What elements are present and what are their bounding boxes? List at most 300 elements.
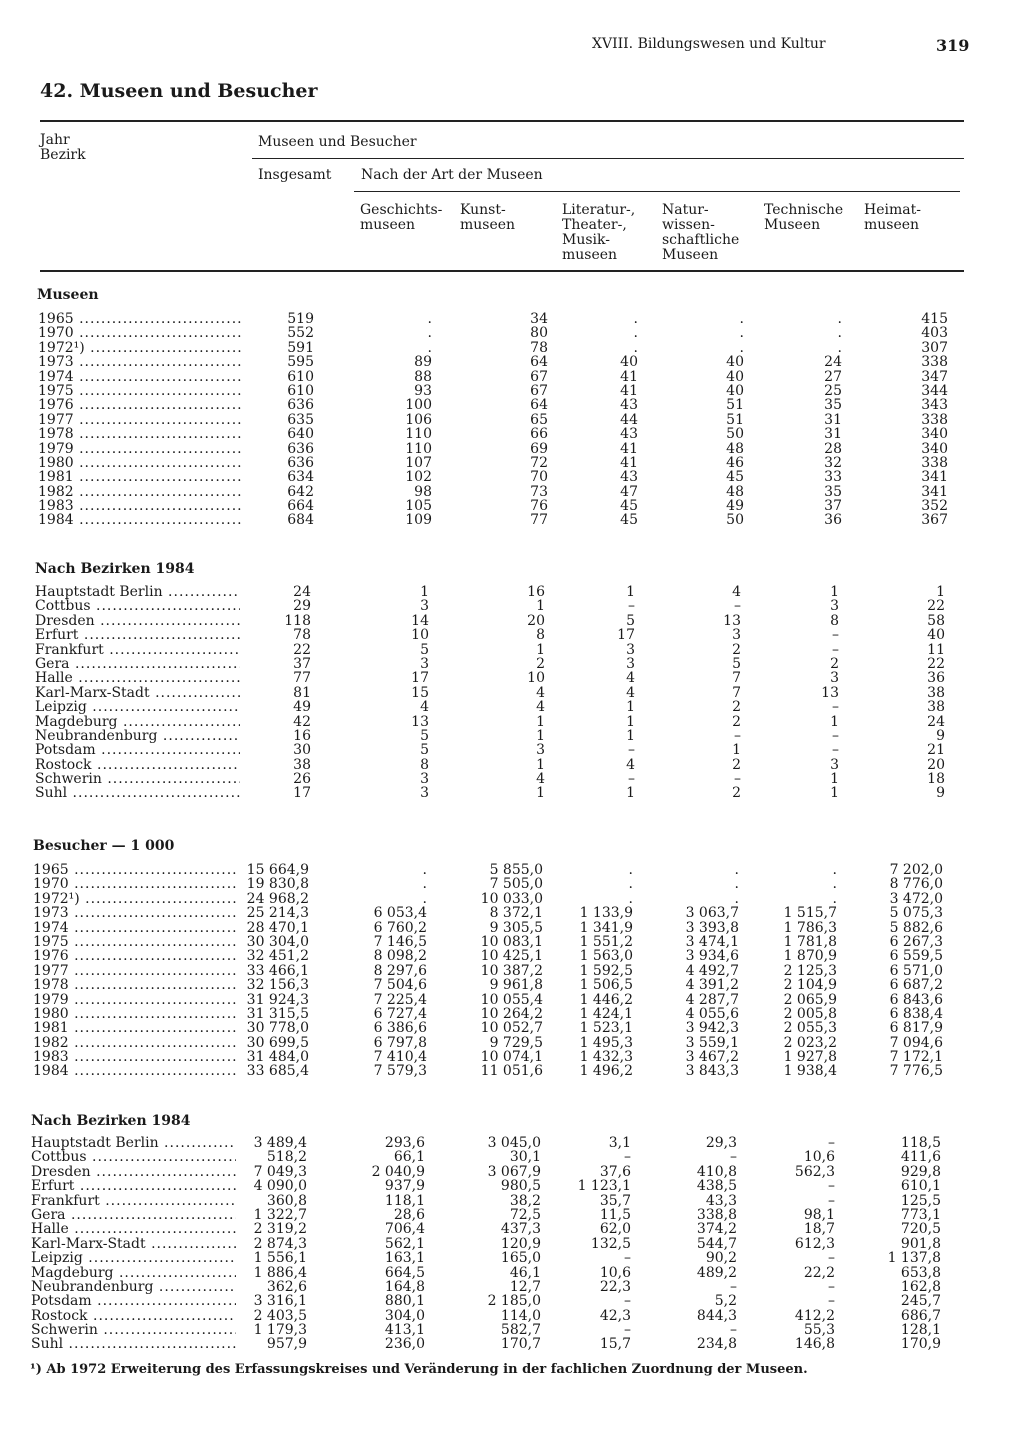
- table-cell: 664,5: [384, 1264, 425, 1281]
- table-cell: 67: [530, 382, 548, 399]
- row-label: Schwerin .....: [31, 1323, 236, 1337]
- table-cell: 1: [830, 771, 839, 788]
- row-label: 1973 .....: [33, 906, 238, 920]
- table-row: [31, 1135, 941, 1151]
- table-row: [38, 339, 948, 356]
- table-cell: 10 264,2: [480, 1005, 543, 1022]
- table-cell: 610: [287, 368, 314, 385]
- table-cell: 2 874,3: [253, 1235, 307, 1252]
- table-cell: 415: [921, 311, 948, 327]
- table-cell: 90,2: [705, 1250, 737, 1267]
- table-cell: 22,3: [599, 1278, 631, 1295]
- table-cell: 7 504,6: [373, 977, 427, 994]
- table-cell: 1: [626, 713, 635, 730]
- table-row: [35, 655, 945, 672]
- table-cell: 118: [284, 612, 311, 629]
- table-cell: 4: [420, 699, 429, 716]
- table-cell: .: [837, 325, 842, 342]
- table-cell: 6 559,5: [889, 948, 943, 965]
- table-cell: 8 098,2: [373, 948, 427, 965]
- table-cell: .: [633, 325, 638, 342]
- table-cell: 31 315,5: [246, 1005, 309, 1022]
- table-row: [38, 454, 948, 471]
- header-bottom-rule: [40, 270, 964, 272]
- table-cell: 7 172,1: [889, 1049, 943, 1066]
- table-cell: 4: [732, 584, 741, 600]
- table-row: [31, 1149, 941, 1166]
- table-row: [31, 1192, 941, 1209]
- table-cell: 7 202,0: [889, 862, 943, 878]
- table-row: [33, 876, 943, 893]
- table-cell: 72,5: [509, 1206, 541, 1223]
- table-cell: 10: [527, 670, 545, 687]
- table-cell: 163,1: [384, 1250, 425, 1267]
- table-cell: 164,8: [384, 1278, 425, 1295]
- table-cell: 40: [726, 368, 744, 385]
- table-cell: 31 484,0: [246, 1049, 309, 1066]
- table-cell: 33 685,4: [246, 1063, 309, 1080]
- table-cell: 25: [824, 382, 842, 399]
- table-cell: 1 592,5: [579, 962, 633, 979]
- table-cell: 343: [921, 397, 948, 414]
- table-cell: 10 425,1: [480, 948, 543, 965]
- table-cell: 3: [830, 670, 839, 687]
- table-cell: 37,6: [599, 1163, 631, 1180]
- stub-header-year: Jahr: [40, 132, 70, 148]
- table-cell: 49: [293, 699, 311, 716]
- table-cell: 640: [287, 426, 314, 443]
- table-cell: 438,5: [696, 1178, 737, 1195]
- table-cell: 7 146,5: [373, 933, 427, 950]
- top-rule: [40, 120, 964, 122]
- row-label: 1965 .....: [33, 863, 238, 877]
- type-header-local: Heimat- museen: [864, 202, 921, 233]
- type-header-history: Geschichts- museen: [360, 202, 443, 233]
- row-label: Halle .....: [31, 1222, 236, 1236]
- table-cell: .: [422, 890, 427, 907]
- table-cell: 1 938,4: [783, 1063, 837, 1080]
- table-cell: 8: [420, 756, 429, 773]
- table-cell: 437,3: [500, 1221, 541, 1238]
- table-cell: 3: [420, 598, 429, 615]
- table-cell: 411,6: [900, 1149, 941, 1166]
- table-cell: 43: [620, 397, 638, 414]
- table-cell: 3 843,3: [685, 1063, 739, 1080]
- table-cell: 980,5: [500, 1178, 541, 1195]
- table-cell: 8 372,1: [489, 905, 543, 922]
- table-cell: 44: [620, 411, 638, 428]
- table-cell: 1 424,1: [579, 1005, 633, 1022]
- table-cell: 3 063,7: [685, 905, 739, 922]
- table-cell: 3: [830, 598, 839, 615]
- table-row: [35, 756, 945, 773]
- table-cell: 3 559,1: [685, 1034, 739, 1051]
- table-cell: .: [832, 876, 837, 893]
- table-cell: –: [730, 1149, 737, 1166]
- table-cell: –: [624, 1250, 631, 1267]
- table-cell: 5: [420, 727, 429, 744]
- table-cell: 582,7: [500, 1322, 541, 1339]
- table-cell: 664: [287, 498, 314, 515]
- table-cell: 2: [732, 713, 741, 730]
- table-cell: 2 125,3: [783, 962, 837, 979]
- table-cell: 957,9: [266, 1336, 307, 1353]
- table-cell: 937,9: [384, 1178, 425, 1195]
- page-header: [0, 36, 1024, 56]
- row-label: Hauptstadt Berlin .....: [31, 1136, 236, 1150]
- table-cell: 1: [536, 727, 545, 744]
- table-cell: –: [624, 1322, 631, 1339]
- table-cell: 48: [726, 440, 744, 457]
- row-label: 1984 .....: [33, 1064, 238, 1078]
- table-cell: 32: [824, 454, 842, 471]
- table-cell: .: [832, 862, 837, 878]
- row-label: 1983 .....: [38, 499, 243, 513]
- table-cell: 128,1: [900, 1322, 941, 1339]
- table-cell: 1: [536, 785, 545, 802]
- table-cell: 10 387,2: [480, 962, 543, 979]
- table-cell: 1 786,3: [783, 919, 837, 936]
- row-label: Gera .....: [31, 1208, 236, 1222]
- row-label: Cottbus .....: [35, 599, 240, 613]
- table-cell: 7 094,6: [889, 1034, 943, 1051]
- table-cell: 686,7: [900, 1307, 941, 1324]
- table-cell: .: [628, 862, 633, 878]
- table-cell: 1: [536, 641, 545, 658]
- table-row: [35, 713, 945, 730]
- row-label: Frankfurt .....: [31, 1194, 236, 1208]
- table-cell: 4 090,0: [253, 1178, 307, 1195]
- type-header-literature: Literatur-, Theater-, Musik- museen: [562, 202, 636, 263]
- table-cell: 28: [824, 440, 842, 457]
- table-cell: 73: [530, 483, 548, 500]
- table-cell: 41: [620, 454, 638, 471]
- table-cell: 7 579,3: [373, 1063, 427, 1080]
- table-cell: 3: [732, 627, 741, 644]
- row-label: 1978 .....: [33, 978, 238, 992]
- table-cell: 706,4: [384, 1221, 425, 1238]
- table-cell: 30 778,0: [246, 1020, 309, 1037]
- table-cell: 35,7: [599, 1192, 631, 1209]
- row-label: 1970 .....: [38, 326, 243, 340]
- table-cell: 2: [732, 699, 741, 716]
- table-cell: .: [734, 876, 739, 893]
- table-row: [33, 1063, 943, 1080]
- table-cell: 1 446,2: [579, 991, 633, 1008]
- table-cell: 2 023,2: [783, 1034, 837, 1051]
- table-cell: 7 505,0: [489, 876, 543, 893]
- table-row: [33, 1005, 943, 1022]
- table-row: [31, 1322, 941, 1339]
- table-cell: 17: [411, 670, 429, 687]
- row-label: 1973 .....: [38, 355, 243, 369]
- table-cell: 35: [824, 483, 842, 500]
- table-cell: 1 123,1: [577, 1178, 631, 1195]
- table-cell: 18: [927, 771, 945, 788]
- table-cell: 1 506,5: [579, 977, 633, 994]
- table-cell: 36: [824, 512, 842, 529]
- table-cell: 3: [420, 655, 429, 672]
- table-cell: 5: [420, 641, 429, 658]
- table-row: [33, 962, 943, 979]
- table-cell: 31 924,3: [246, 991, 309, 1008]
- table-cell: 3 316,1: [253, 1293, 307, 1310]
- table-cell: 9 305,5: [489, 919, 543, 936]
- table-cell: 46,1: [509, 1264, 541, 1281]
- table-cell: 595: [287, 354, 314, 371]
- table-cell: 245,7: [900, 1293, 941, 1310]
- table-cell: 2 104,9: [783, 977, 837, 994]
- table-cell: 37: [293, 655, 311, 672]
- table-cell: 28,6: [393, 1206, 425, 1223]
- table-cell: 40: [726, 382, 744, 399]
- table-cell: 58: [927, 612, 945, 629]
- table-cell: 62,0: [599, 1221, 631, 1238]
- row-label: Erfurt .....: [35, 628, 240, 642]
- table-cell: 7: [732, 684, 741, 701]
- table-cell: 67: [530, 368, 548, 385]
- table-cell: 110: [405, 440, 432, 457]
- table-cell: 1: [830, 584, 839, 600]
- table-cell: 38,2: [509, 1192, 541, 1209]
- table-row: [35, 785, 945, 802]
- table-cell: 33 466,1: [246, 962, 309, 979]
- table-cell: 98: [414, 483, 432, 500]
- table-cell: 118,5: [900, 1135, 941, 1151]
- table-cell: 304,0: [384, 1307, 425, 1324]
- table-cell: –: [628, 598, 635, 615]
- table-row: [33, 948, 943, 965]
- table-cell: 8 297,6: [373, 962, 427, 979]
- table-cell: 15 664,9: [246, 862, 309, 878]
- table-cell: 10 055,4: [480, 991, 543, 1008]
- table-cell: 170,7: [500, 1336, 541, 1353]
- table-row: [31, 1163, 941, 1180]
- table-row: [31, 1307, 941, 1324]
- row-label: 1972¹) .....: [38, 341, 243, 355]
- table-cell: 4: [626, 756, 635, 773]
- table-cell: 30 304,0: [246, 933, 309, 950]
- visitors-by-year-block: [33, 862, 943, 1080]
- group-rule: [252, 158, 964, 159]
- table-row: [38, 382, 948, 399]
- table-cell: 32 451,2: [246, 948, 309, 965]
- table-cell: .: [427, 311, 432, 327]
- table-cell: 50: [726, 512, 744, 529]
- table-cell: 3 067,9: [487, 1163, 541, 1180]
- table-cell: .: [739, 339, 744, 356]
- table-cell: 40: [620, 354, 638, 371]
- table-row: [35, 727, 945, 744]
- table-cell: 22: [927, 655, 945, 672]
- table-cell: 47: [620, 483, 638, 500]
- row-label: 1970 .....: [33, 877, 238, 891]
- table-cell: –: [828, 1178, 835, 1195]
- row-label: 1974 .....: [38, 370, 243, 384]
- table-cell: 413,1: [384, 1322, 425, 1339]
- table-cell: 13: [411, 713, 429, 730]
- table-cell: 66: [530, 426, 548, 443]
- table-cell: 341: [921, 483, 948, 500]
- table-cell: 9 729,5: [489, 1034, 543, 1051]
- table-cell: 2 055,3: [783, 1020, 837, 1037]
- table-cell: 105: [405, 498, 432, 515]
- table-cell: –: [832, 627, 839, 644]
- table-cell: 66,1: [393, 1149, 425, 1166]
- table-cell: 8: [830, 612, 839, 629]
- table-cell: –: [832, 742, 839, 759]
- type-header-science: Natur- wissen- schaftliche Museen: [662, 202, 740, 263]
- table-cell: 2: [732, 641, 741, 658]
- table-cell: 2 040,9: [371, 1163, 425, 1180]
- row-label: Suhl .....: [31, 1337, 236, 1351]
- table-row: [35, 598, 945, 615]
- table-cell: 30 699,5: [246, 1034, 309, 1051]
- row-label: Neubrandenburg .....: [31, 1280, 236, 1294]
- table-cell: 684: [287, 512, 314, 529]
- table-cell: 338: [921, 454, 948, 471]
- table-cell: 24: [293, 584, 311, 600]
- row-label: 1978 .....: [38, 427, 243, 441]
- table-cell: 3 467,2: [685, 1049, 739, 1066]
- table-cell: 562,1: [384, 1235, 425, 1252]
- row-label: 1974 .....: [33, 921, 238, 935]
- museums-by-year-block: [38, 311, 948, 529]
- table-cell: 29,3: [705, 1135, 737, 1151]
- table-row: [31, 1293, 941, 1310]
- table-row: [38, 397, 948, 414]
- table-row: [35, 627, 945, 644]
- row-label: Suhl .....: [35, 786, 240, 800]
- table-row: [31, 1278, 941, 1295]
- table-cell: 1 495,3: [579, 1034, 633, 1051]
- table-cell: 5,2: [714, 1293, 737, 1310]
- table-cell: 340: [921, 440, 948, 457]
- table-cell: 6 386,6: [373, 1020, 427, 1037]
- table-cell: 1: [626, 699, 635, 716]
- table-cell: 519: [287, 311, 314, 327]
- table-cell: 14: [411, 612, 429, 629]
- table-cell: 360,8: [266, 1192, 307, 1209]
- table-row: [31, 1178, 941, 1195]
- table-cell: 18,7: [803, 1221, 835, 1238]
- row-label: Gera .....: [35, 657, 240, 671]
- row-label: Rostock .....: [35, 758, 240, 772]
- table-cell: 10,6: [803, 1149, 835, 1166]
- table-cell: 77: [293, 670, 311, 687]
- subgroup-header: Nach der Art der Museen: [361, 167, 543, 183]
- table-cell: .: [422, 862, 427, 878]
- table-cell: 49: [726, 498, 744, 515]
- table-cell: .: [628, 890, 633, 907]
- table-cell: 132,5: [590, 1235, 631, 1252]
- table-row: [33, 1020, 943, 1037]
- table-cell: –: [628, 771, 635, 788]
- table-row: [35, 641, 945, 658]
- table-cell: 17: [293, 785, 311, 802]
- table-cell: 55,3: [803, 1322, 835, 1339]
- table-cell: 10 074,1: [480, 1049, 543, 1066]
- table-cell: 4: [536, 699, 545, 716]
- table-cell: 30,1: [509, 1149, 541, 1166]
- row-label: 1980 .....: [33, 1007, 238, 1021]
- table-cell: 7 049,3: [253, 1163, 307, 1180]
- table-cell: 2: [732, 785, 741, 802]
- table-cell: 2: [536, 655, 545, 672]
- table-row: [38, 354, 948, 371]
- table-row: [33, 890, 943, 907]
- table-cell: 11,5: [599, 1206, 631, 1223]
- table-row: [33, 1049, 943, 1066]
- row-label: 1984 .....: [38, 513, 243, 527]
- table-cell: 1 781,8: [783, 933, 837, 950]
- table-cell: 338: [921, 354, 948, 371]
- table-cell: 11 051,6: [480, 1063, 543, 1080]
- row-label: Dresden .....: [31, 1165, 236, 1179]
- table-cell: 20: [527, 612, 545, 629]
- table-cell: 410,8: [696, 1163, 737, 1180]
- table-cell: 367: [921, 512, 948, 529]
- table-cell: 22: [293, 641, 311, 658]
- table-cell: 1 515,7: [783, 905, 837, 922]
- table-row: [35, 742, 945, 759]
- table-cell: 1: [732, 742, 741, 759]
- table-cell: 1 556,1: [253, 1250, 307, 1267]
- table-cell: 347: [921, 368, 948, 385]
- table-cell: 114,0: [500, 1307, 541, 1324]
- table-cell: 1: [936, 584, 945, 600]
- row-label: Frankfurt .....: [35, 643, 240, 657]
- row-label: Erfurt .....: [31, 1179, 236, 1193]
- row-label: Magdeburg .....: [35, 715, 240, 729]
- table-cell: 773,1: [900, 1206, 941, 1223]
- table-row: [38, 368, 948, 385]
- table-row: [35, 684, 945, 701]
- table-cell: 25 214,3: [246, 905, 309, 922]
- table-cell: 2 005,8: [783, 1005, 837, 1022]
- table-cell: 10: [411, 627, 429, 644]
- table-row: [31, 1206, 941, 1223]
- table-row: [33, 991, 943, 1008]
- table-cell: 6 053,4: [373, 905, 427, 922]
- table-cell: .: [837, 339, 842, 356]
- table-cell: –: [624, 1293, 631, 1310]
- table-cell: 42,3: [599, 1307, 631, 1324]
- table-cell: 69: [530, 440, 548, 457]
- table-cell: 6 687,2: [889, 977, 943, 994]
- table-cell: 4 287,7: [685, 991, 739, 1008]
- table-cell: 17: [617, 627, 635, 644]
- table-row: [31, 1264, 941, 1281]
- table-cell: 21: [927, 742, 945, 759]
- table-cell: 1 870,9: [783, 948, 837, 965]
- table-cell: 51: [726, 397, 744, 414]
- table-row: [35, 699, 945, 716]
- table-cell: 3 489,4: [253, 1135, 307, 1151]
- table-cell: –: [828, 1250, 835, 1267]
- table-cell: –: [628, 742, 635, 759]
- row-label: 1981 .....: [38, 470, 243, 484]
- table-cell: 38: [927, 684, 945, 701]
- table-cell: 3 393,8: [685, 919, 739, 936]
- table-cell: .: [739, 325, 744, 342]
- table-cell: 77: [530, 512, 548, 529]
- table-row: [31, 1235, 941, 1252]
- row-label: Karl-Marx-Stadt .....: [35, 686, 240, 700]
- row-label: Leipzig .....: [31, 1251, 236, 1265]
- table-cell: 3: [830, 756, 839, 773]
- table-cell: 64: [530, 354, 548, 371]
